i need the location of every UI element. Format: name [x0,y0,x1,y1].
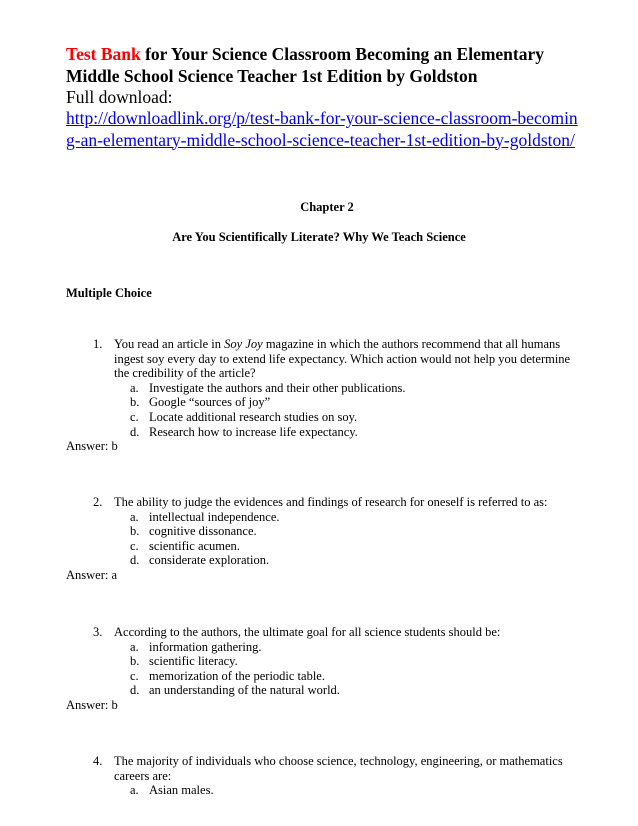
question-1 [66,337,586,454]
option-d [66,553,586,568]
question-text-part: According to the authors, the ultimate goal for all science students should be: [114,625,501,639]
option-letter: a. [130,639,139,654]
download-label: Full download: [66,87,173,107]
option-letter: a. [130,380,139,395]
option-c [66,539,586,554]
option-letter: d. [130,553,140,568]
option-text: Research how to increase life expectancy. [149,424,358,439]
option-letter: c. [130,409,139,424]
option-text: memorization of the periodic table. [149,668,325,683]
chapter-number: Chapter 2 [300,200,354,214]
option-letter: a. [130,509,139,524]
option-a [66,640,586,655]
option-c [66,669,586,684]
option-b [66,654,586,669]
option-text: scientific acumen. [149,538,240,553]
option-text: Asian males. [149,783,214,798]
option-text: Investigate the authors and their other publications. [149,380,406,395]
answer: Answer: a [66,567,118,582]
magazine-title: Soy Joy [224,337,263,351]
option-letter: d. [130,683,140,698]
option-text: cognitive dissonance. [149,524,257,539]
question-text-part: The majority of individuals who choose science, technology, engineering, or mathematics careers are: [114,754,563,783]
chapter-label [0,200,638,215]
option-text: intellectual independence. [149,509,280,524]
question-3 [66,625,586,713]
document-title [66,44,586,87]
option-text: scientific literacy. [149,654,238,669]
option-a [66,510,586,525]
question-text [66,625,586,640]
option-text: Google “sources of joy” [149,395,271,410]
title-highlight: Test Bank [66,44,141,64]
question-number: 1. [93,337,103,351]
option-letter: b. [130,395,140,410]
question-2 [66,495,586,583]
option-d [66,425,586,440]
question-text [66,495,586,510]
option-b [66,395,586,410]
question-number: 3. [93,625,103,639]
question-text-part: The ability to judge the evidences and findings of research for oneself is referred to as: [114,495,548,509]
option-letter: d. [130,424,140,439]
option-letter: c. [130,538,139,553]
chapter-title: Are You Scientifically Literate? Why We Teach Science [172,230,466,244]
question-text [66,754,586,783]
question-4 [66,754,586,798]
option-a [66,783,586,798]
option-c [66,410,586,425]
option-b [66,524,586,539]
question-text-part: magazine in which the authors recommend that all humans ingest soy every day to extend life expectancy. Which action would not help you determine the credibility of the article? [114,337,571,381]
option-text: considerate exploration. [149,553,270,568]
option-letter: b. [130,524,140,539]
question-text-part: You read an article in [114,337,225,351]
download-link[interactable]: http://downloadlink.org/p/test-bank-for-your-science-classroom-becoming-an-elementary-middle-school-science-teacher-1st-edition-by-goldston/ [66,108,578,150]
answer: Answer: b [66,697,118,712]
option-text: information gathering. [149,639,262,654]
question-number: 4. [93,754,103,768]
option-text: Locate additional research studies on soy. [149,409,358,424]
option-letter: c. [130,668,139,683]
section-title: Multiple Choice [66,286,152,300]
option-letter: a. [130,783,139,798]
option-text: an understanding of the natural world. [149,683,340,698]
option-letter: b. [130,654,140,669]
answer: Answer: b [66,439,118,454]
title-text: for Your Science Classroom Becoming an Elementary Middle School Science Teacher 1st Edition by Goldston [66,44,545,86]
question-number: 2. [93,495,103,509]
option-a [66,381,586,396]
option-d [66,683,586,698]
question-text [66,337,586,381]
